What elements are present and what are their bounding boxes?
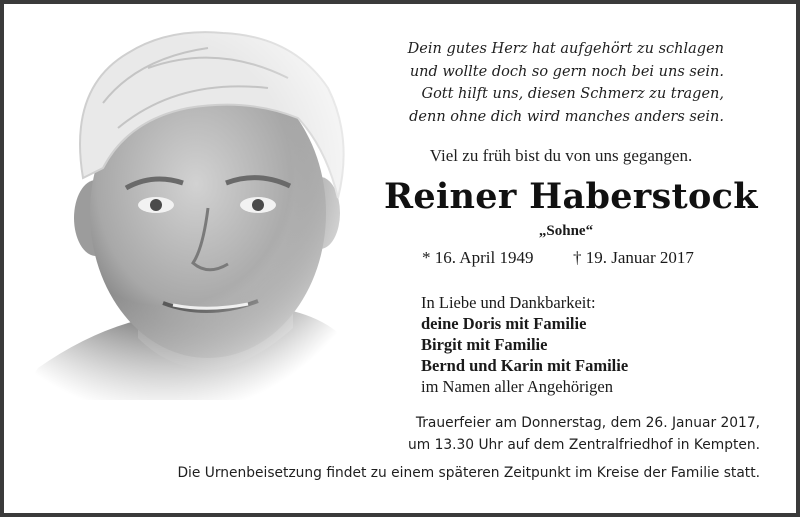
deceased-name: Reiner Haberstock [384, 176, 758, 217]
verse-line: Dein gutes Herz hat aufgehört zu schlagen [407, 41, 724, 57]
birth-date: * 16. April 1949 [422, 248, 534, 267]
lead-line: Viel zu früh bist du von uns gegangen. [429, 146, 693, 165]
portrait-photo [8, 8, 380, 400]
mourners-block [421, 292, 751, 397]
mourners-intro: In Liebe und Dankbarkeit: [421, 293, 596, 312]
funeral-service-info [364, 412, 760, 456]
verse-line: denn ohne dich wird manches anders sein. [409, 108, 724, 125]
urn-burial-note: Die Urnenbeisetzung findet zu einem späteren Zeitpunkt im Kreise der Familie statt. [177, 465, 760, 481]
mourners-closing: im Namen aller Angehörigen [421, 377, 613, 396]
verse-line: Gott hilft uns, diesen Schmerz zu tragen, [421, 86, 724, 102]
death-date: † 19. Januar 2017 [573, 248, 694, 267]
service-line: um 13.30 Uhr auf dem Zentralfriedhof in Kempten. [408, 437, 760, 453]
life-dates [422, 248, 742, 268]
memorial-verse [364, 38, 724, 128]
service-line: Trauerfeier am Donnerstag, dem 26. Januar 2017, [415, 415, 760, 431]
mourner-family: Bernd und Karin mit Familie [421, 356, 629, 375]
mourner-family: Birgit mit Familie [421, 335, 548, 354]
mourner-family: deine Doris mit Familie [421, 314, 587, 333]
deceased-nickname: „Sohne“ [538, 223, 594, 239]
verse-line: und wollte doch so gern noch bei uns sein. [409, 63, 724, 80]
